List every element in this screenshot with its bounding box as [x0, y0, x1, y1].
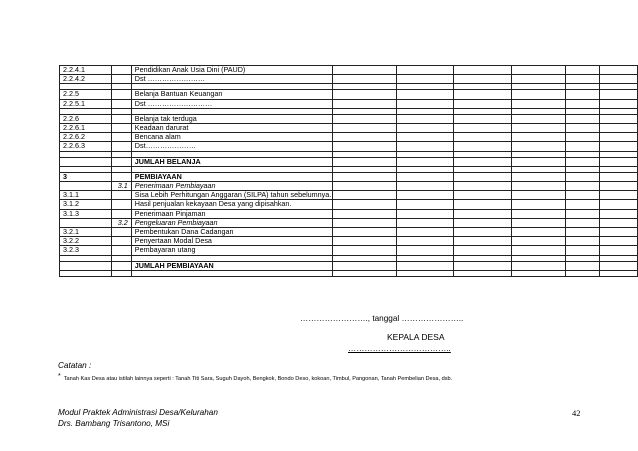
footer-module-title: Modul Praktek Administrasi Desa/Kelurahan — [58, 408, 218, 417]
value-cell — [511, 270, 566, 276]
value-cell — [332, 124, 397, 133]
table-row — [60, 114, 638, 123]
value-cell — [397, 133, 454, 142]
value-cell — [397, 66, 454, 75]
value-cell — [453, 142, 511, 151]
sub-code-cell — [111, 200, 131, 209]
description-cell: Bencana alam — [131, 133, 332, 142]
value-cell — [397, 228, 454, 237]
account-code-cell: 3.2.2 — [60, 237, 112, 246]
value-cell — [566, 124, 600, 133]
account-code-cell: 2.2.6.1 — [60, 124, 112, 133]
value-cell — [332, 182, 397, 191]
value-cell — [566, 191, 600, 200]
value-cell — [332, 133, 397, 142]
value-cell — [511, 182, 566, 191]
notes-body: Tanah Kas Desa atau istilah lainnya seperti : Tanah Titi Sara, Suguh Dayoh, Bengkok, Bondo Deso, kokoan, Timbul, Pangonan, Tanah Pembelian Desa, dsb. — [63, 376, 453, 382]
sub-code-cell — [111, 133, 131, 142]
value-cell — [600, 191, 638, 200]
signature-line: ……………………………….. — [348, 344, 451, 353]
value-cell — [453, 66, 511, 75]
value-cell — [511, 157, 566, 166]
value-cell — [397, 90, 454, 99]
description-cell: Belanja tak terduga — [131, 114, 332, 123]
value-cell — [397, 75, 454, 84]
account-code-cell: 2.2.6.2 — [60, 133, 112, 142]
value-cell — [600, 142, 638, 151]
value-cell — [511, 75, 566, 84]
sub-code-cell: 3.1 — [111, 182, 131, 191]
value-cell — [453, 157, 511, 166]
description-cell: Sisa Lebih Perhitungan Anggaran (SILPA) tahun sebelumnya. — [131, 191, 332, 200]
page-number: 42 — [572, 408, 581, 418]
description-cell: JUMLAH PEMBIAYAAN — [131, 261, 332, 270]
value-cell — [332, 270, 397, 276]
value-cell — [397, 182, 454, 191]
value-cell — [566, 142, 600, 151]
table-row — [60, 157, 638, 166]
description-cell: Hasil penjualan kekayaan Desa yang dipisahkan. — [131, 200, 332, 209]
sub-code-cell — [111, 237, 131, 246]
description-cell: Dst………………… — [131, 142, 332, 151]
account-code-cell: 3.1.2 — [60, 200, 112, 209]
sub-code-cell — [111, 75, 131, 84]
value-cell — [332, 209, 397, 218]
value-cell — [600, 209, 638, 218]
description-cell: PEMBIAYAAN — [131, 172, 332, 181]
value-cell — [566, 270, 600, 276]
value-cell — [453, 124, 511, 133]
account-code-cell: 2.2.5 — [60, 90, 112, 99]
account-code-cell: 3.2.3 — [60, 246, 112, 255]
value-cell — [511, 209, 566, 218]
value-cell — [397, 270, 454, 276]
value-cell — [600, 114, 638, 123]
table-row — [60, 182, 638, 191]
sub-code-cell — [111, 66, 131, 75]
value-cell — [332, 228, 397, 237]
value-cell — [566, 246, 600, 255]
table-row — [60, 246, 638, 255]
value-cell — [453, 75, 511, 84]
value-cell — [332, 157, 397, 166]
value-cell — [332, 142, 397, 151]
value-cell — [453, 270, 511, 276]
description-cell: Pembayaran utang — [131, 246, 332, 255]
value-cell — [453, 246, 511, 255]
value-cell — [511, 124, 566, 133]
value-cell — [511, 142, 566, 151]
value-cell — [511, 66, 566, 75]
description-cell — [131, 270, 332, 276]
account-code-cell: 2.2.4.2 — [60, 75, 112, 84]
account-code-cell: 3 — [60, 172, 112, 181]
account-code-cell: 2.2.6.3 — [60, 142, 112, 151]
value-cell — [453, 133, 511, 142]
value-cell — [566, 237, 600, 246]
value-cell — [566, 261, 600, 270]
value-cell — [566, 228, 600, 237]
value-cell — [332, 200, 397, 209]
value-cell — [332, 191, 397, 200]
table-row — [60, 261, 638, 270]
description-cell: Pengeluaran Pembiayaan — [131, 218, 332, 227]
value-cell — [566, 133, 600, 142]
value-cell — [332, 172, 397, 181]
sub-code-cell — [111, 246, 131, 255]
value-cell — [511, 200, 566, 209]
value-cell — [600, 133, 638, 142]
value-cell — [511, 90, 566, 99]
value-cell — [566, 182, 600, 191]
sub-code-cell — [111, 172, 131, 181]
sub-code-cell — [111, 157, 131, 166]
value-cell — [332, 90, 397, 99]
table-row — [60, 218, 638, 227]
sub-code-cell — [111, 90, 131, 99]
value-cell — [600, 261, 638, 270]
sub-code-cell — [111, 142, 131, 151]
value-cell — [453, 172, 511, 181]
value-cell — [600, 237, 638, 246]
value-cell — [332, 99, 397, 108]
table-row — [60, 66, 638, 75]
account-code-cell: 3.2.1 — [60, 228, 112, 237]
value-cell — [566, 75, 600, 84]
description-cell: Pendidikan Anak Usia Dini (PAUD) — [131, 66, 332, 75]
notes-text — [58, 373, 452, 382]
description-cell: Keadaan darurat — [131, 124, 332, 133]
value-cell — [453, 261, 511, 270]
value-cell — [600, 228, 638, 237]
sub-code-cell: 3.2 — [111, 218, 131, 227]
value-cell — [600, 99, 638, 108]
value-cell — [453, 191, 511, 200]
table-row — [60, 99, 638, 108]
value-cell — [397, 209, 454, 218]
value-cell — [600, 200, 638, 209]
value-cell — [600, 246, 638, 255]
value-cell — [600, 66, 638, 75]
value-cell — [332, 114, 397, 123]
table-row — [60, 172, 638, 181]
account-code-cell: 2.2.6 — [60, 114, 112, 123]
value-cell — [566, 209, 600, 218]
notes-marker: * — [58, 373, 61, 380]
spacer-row — [60, 270, 638, 276]
value-cell — [511, 114, 566, 123]
value-cell — [511, 261, 566, 270]
value-cell — [453, 200, 511, 209]
value-cell — [566, 200, 600, 209]
value-cell — [453, 218, 511, 227]
value-cell — [397, 200, 454, 209]
value-cell — [332, 75, 397, 84]
table-row — [60, 209, 638, 218]
value-cell — [453, 209, 511, 218]
value-cell — [600, 270, 638, 276]
value-cell — [566, 66, 600, 75]
account-code-cell — [60, 157, 112, 166]
value-cell — [511, 133, 566, 142]
table-row — [60, 142, 638, 151]
sub-code-cell — [111, 270, 131, 276]
budget-table — [59, 65, 638, 277]
sub-code-cell — [111, 228, 131, 237]
value-cell — [397, 237, 454, 246]
value-cell — [600, 124, 638, 133]
account-code-cell — [60, 182, 112, 191]
account-code-cell: 3.1.3 — [60, 209, 112, 218]
description-cell: Penerimaan Pinjaman — [131, 209, 332, 218]
description-cell: Penyertaan Modal Desa — [131, 237, 332, 246]
value-cell — [600, 218, 638, 227]
table-row — [60, 191, 638, 200]
account-code-cell: 3.1.1 — [60, 191, 112, 200]
signatory-title: KEPALA DESA — [387, 332, 445, 342]
value-cell — [511, 237, 566, 246]
table-row — [60, 75, 638, 84]
value-cell — [332, 218, 397, 227]
value-cell — [511, 191, 566, 200]
sub-code-cell — [111, 99, 131, 108]
value-cell — [511, 99, 566, 108]
value-cell — [397, 191, 454, 200]
table-row — [60, 124, 638, 133]
value-cell — [511, 172, 566, 181]
account-code-cell: 2.2.5.1 — [60, 99, 112, 108]
description-cell: Dst …………………… — [131, 75, 332, 84]
value-cell — [600, 157, 638, 166]
value-cell — [453, 114, 511, 123]
place-date-line: ……………………., tanggal ………………….. — [300, 314, 464, 323]
account-code-cell — [60, 218, 112, 227]
value-cell — [453, 237, 511, 246]
value-cell — [397, 142, 454, 151]
table-row — [60, 200, 638, 209]
value-cell — [453, 90, 511, 99]
account-code-cell — [60, 261, 112, 270]
table-row — [60, 228, 638, 237]
value-cell — [397, 172, 454, 181]
account-code-cell — [60, 270, 112, 276]
value-cell — [566, 218, 600, 227]
description-cell: Belanja Bantuan Keuangan — [131, 90, 332, 99]
value-cell — [397, 246, 454, 255]
sub-code-cell — [111, 191, 131, 200]
value-cell — [397, 99, 454, 108]
description-cell: Pembentukan Dana Cadangan — [131, 228, 332, 237]
value-cell — [332, 261, 397, 270]
value-cell — [332, 237, 397, 246]
value-cell — [600, 75, 638, 84]
notes-label: Catatan : — [58, 361, 92, 370]
value-cell — [511, 246, 566, 255]
value-cell — [397, 114, 454, 123]
sub-code-cell — [111, 261, 131, 270]
value-cell — [566, 90, 600, 99]
value-cell — [600, 172, 638, 181]
sub-code-cell — [111, 209, 131, 218]
value-cell — [453, 99, 511, 108]
table-row — [60, 90, 638, 99]
value-cell — [397, 261, 454, 270]
table-row — [60, 133, 638, 142]
value-cell — [397, 157, 454, 166]
description-cell: Penerimaan Pembiayaan — [131, 182, 332, 191]
value-cell — [566, 114, 600, 123]
value-cell — [397, 124, 454, 133]
value-cell — [566, 157, 600, 166]
description-cell: JUMLAH BELANJA — [131, 157, 332, 166]
account-code-cell: 2.2.4.1 — [60, 66, 112, 75]
sub-code-cell — [111, 124, 131, 133]
value-cell — [453, 182, 511, 191]
value-cell — [511, 228, 566, 237]
value-cell — [332, 246, 397, 255]
value-cell — [566, 99, 600, 108]
value-cell — [511, 218, 566, 227]
value-cell — [332, 66, 397, 75]
value-cell — [600, 182, 638, 191]
footer-author: Drs. Bambang Trisantono, MSi — [58, 419, 170, 428]
value-cell — [453, 228, 511, 237]
table-row — [60, 237, 638, 246]
value-cell — [566, 172, 600, 181]
value-cell — [397, 218, 454, 227]
value-cell — [600, 90, 638, 99]
description-cell: Dst ……………………… — [131, 99, 332, 108]
sub-code-cell — [111, 114, 131, 123]
